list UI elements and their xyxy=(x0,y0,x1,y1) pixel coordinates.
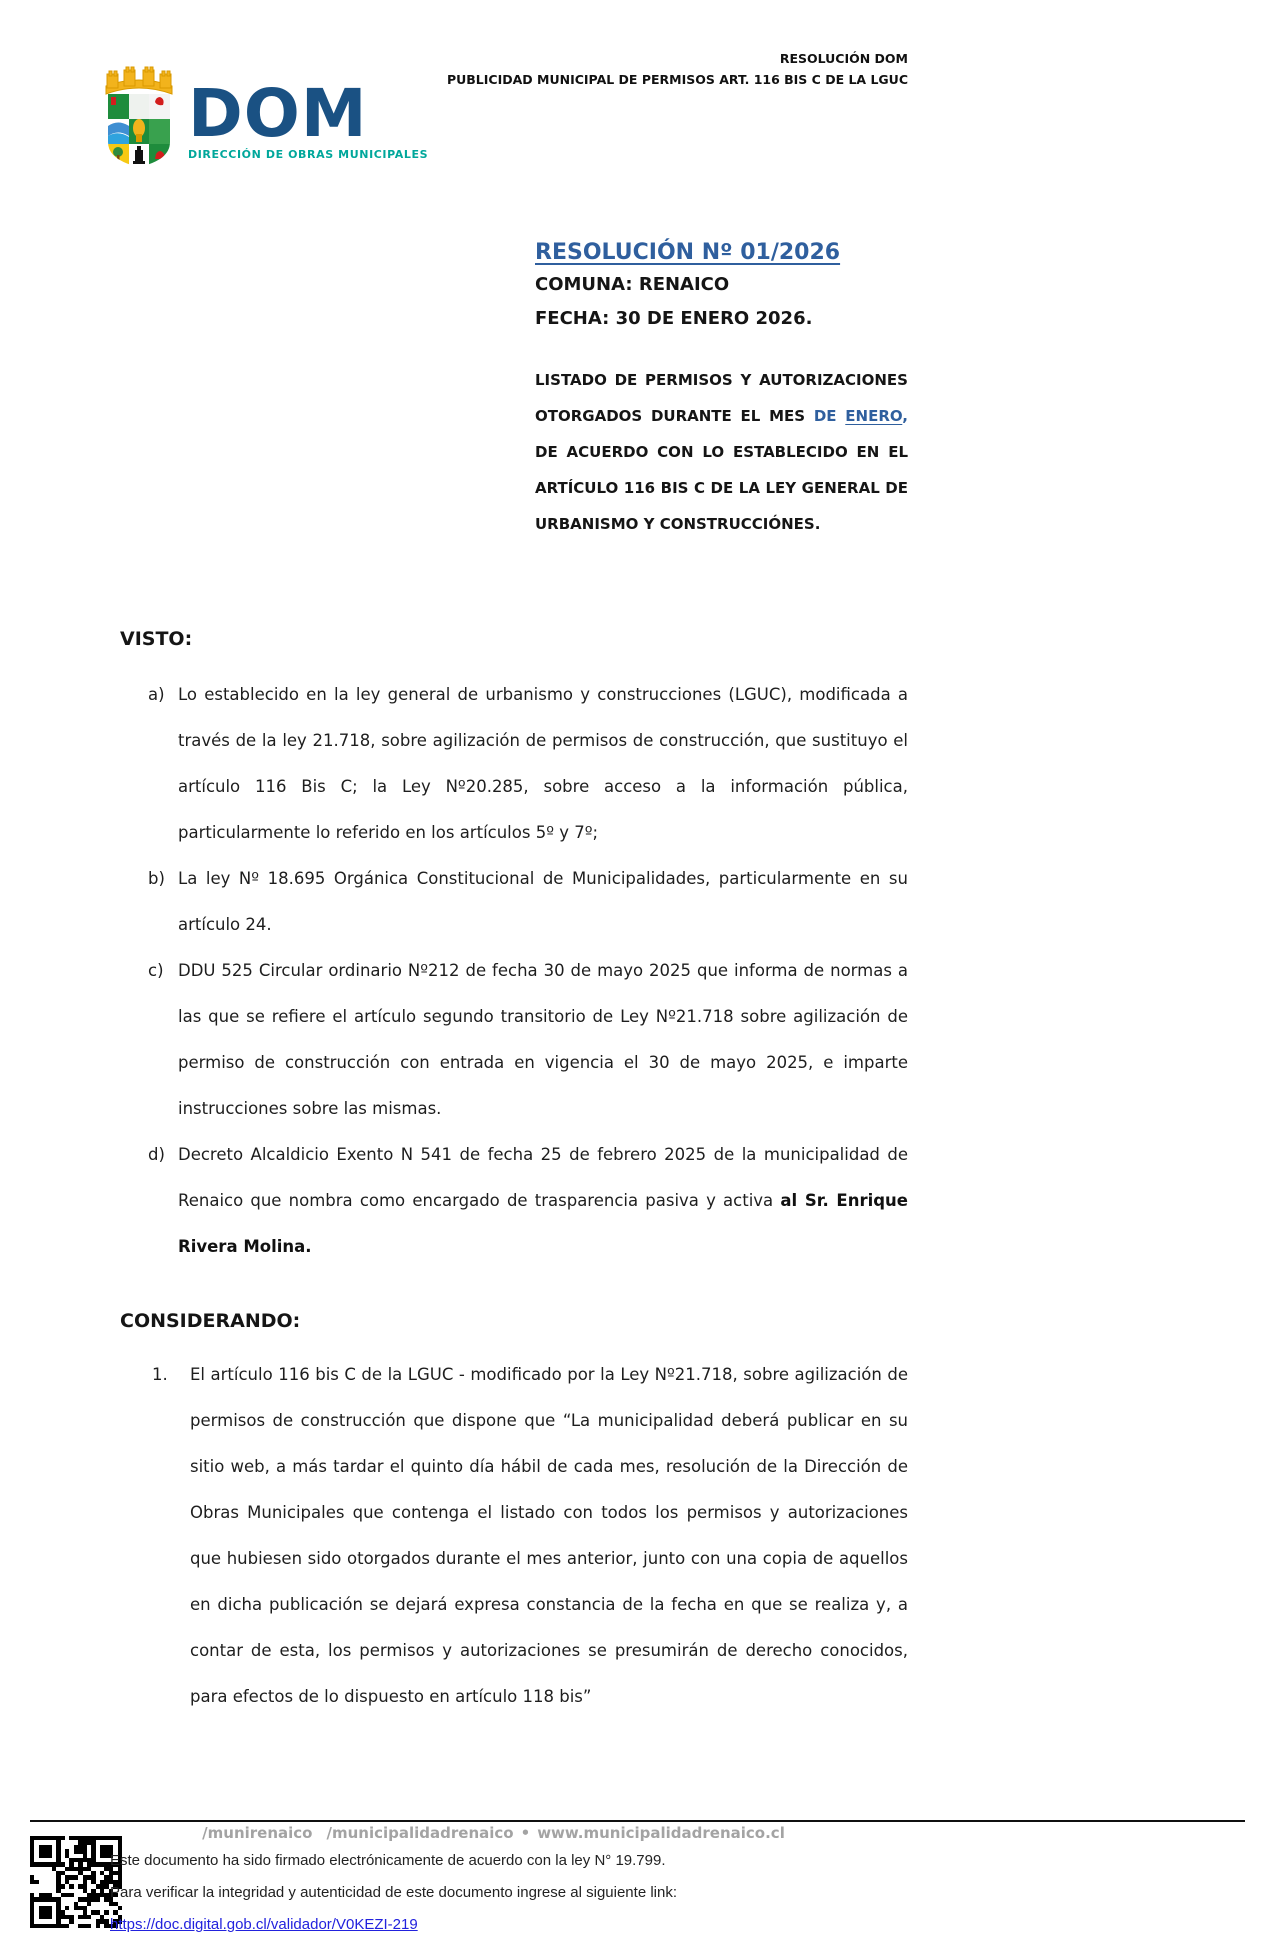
item-text: La ley Nº 18.695 Orgánica Constitucional de Municipalidades, particularmente en su artículo 24. xyxy=(178,869,908,934)
month-link-de: DE xyxy=(813,407,846,425)
renaico-coat-of-arms-icon xyxy=(98,66,180,168)
signature-line-2: Para verificar la integridad y autenticidad de este documento ingrese al siguiente link: xyxy=(110,1884,677,1901)
item-text-bold: al Sr. Enrique Rivera Molina. xyxy=(178,1191,908,1256)
document-body xyxy=(120,616,908,1720)
dom-wordmark xyxy=(188,66,428,161)
item-text: DDU 525 Circular ordinario Nº212 de fecha 30 de mayo 2025 que informa de normas a las que se refiere el artículo segundo transitorio de Ley Nº21.718 sobre agilización de permiso de construcción con entrada en vigencia el 30 de mayo 2025, e imparte instrucciones sobre las mismas. xyxy=(178,961,908,1118)
separator-dot: • xyxy=(520,1824,531,1842)
footer-divider xyxy=(30,1820,1245,1822)
qr-code xyxy=(30,1836,122,1928)
dom-acronym: DOM xyxy=(188,75,368,152)
footer-social-line xyxy=(202,1824,785,1842)
resolution-block xyxy=(535,238,908,542)
month-link-enero[interactable]: ENERO xyxy=(845,407,903,425)
dom-subtitle: DIRECCIÓN DE OBRAS MUNICIPALES xyxy=(188,148,429,161)
comuna-line: COMUNA: RENAICO xyxy=(535,274,730,295)
resolution-number-link[interactable]: RESOLUCIÓN Nº 01/2026 xyxy=(535,240,841,265)
header-line-1: RESOLUCIÓN DOM xyxy=(779,51,908,66)
considerando-item-1 xyxy=(120,1352,908,1720)
visto-heading: VISTO: xyxy=(120,628,193,650)
summary-text-post: DE ACUERDO CON LO ESTABLECIDO EN EL ARTÍCULO 116 BIS C DE LA LEY GENERAL DE URBANISMO Y CONSTRUCCIÓNES. xyxy=(535,443,908,533)
item-text: El artículo 116 bis C de la LGUC - modificado por la Ley Nº21.718, sobre agilización de permisos de construcción que dispone que “La municipalidad deberá publicar en su sitio web, a más tardar el quinto día hábil de cada mes, resolución de la Dirección de Obras Municipales que contenga el listado con todos los permisos y autorizaciones que hubiesen sido otorgados durante el mes anterior, junto con una copia de aquellos en dicha publicación se dejará expresa constancia de la fecha en que se realiza y, a contar de esta, los permisos y autorizaciones se presumirán de derecho conocidos, para efectos de lo dispuesto en artículo 118 bis” xyxy=(190,1365,908,1706)
visto-item-b xyxy=(120,856,908,948)
validator-link[interactable]: https://doc.digital.gob.cl/validador/V0KEZI-219 xyxy=(110,1916,418,1933)
resolution-summary-paragraph xyxy=(535,362,908,542)
item-text: Decreto Alcaldicio Exento N 541 de fecha 25 de febrero 2025 de la municipalidad de Renaico que nombra como encargado de trasparencia pasiva y activa xyxy=(178,1145,908,1210)
month-link-comma: , xyxy=(902,407,908,425)
visto-item-c xyxy=(120,948,908,1132)
signature-line-1: Este documento ha sido firmado electrónicamente de acuerdo con la ley N° 19.799. xyxy=(110,1852,666,1869)
fecha-line: FECHA: 30 DE ENERO 2026. xyxy=(535,308,813,329)
item-marker: c) xyxy=(148,961,164,980)
item-marker: a) xyxy=(148,685,165,704)
visto-list xyxy=(120,672,908,1270)
instagram-handle: /munirenaico xyxy=(202,1824,313,1842)
visto-item-a xyxy=(120,672,908,856)
signature-block xyxy=(110,1845,810,1941)
considerando-heading: CONSIDERANDO: xyxy=(120,1310,301,1332)
item-marker: 1. xyxy=(152,1365,168,1384)
facebook-handle: /municipalidadrenaico xyxy=(326,1824,514,1842)
visto-item-d xyxy=(120,1132,908,1270)
item-text: Lo establecido en la ley general de urbanismo y construcciones (LGUC), modificada a través de la ley 21.718, sobre agilización de permisos de construcción, que sustituyo el artículo 116 Bis C; la Ley Nº20.285, sobre acceso a la información pública, particularmente lo referido en los artículos 5º y 7º; xyxy=(178,685,908,842)
item-marker: b) xyxy=(148,869,165,888)
header-line-2: PUBLICIDAD MUNICIPAL DE PERMISOS ART. 116 BIS C DE LA LGUC xyxy=(446,72,908,87)
dom-logo xyxy=(98,66,428,168)
summary-text-pre: LISTADO DE PERMISOS Y AUTORIZACIONES OTORGADOS DURANTE EL MES xyxy=(535,371,908,425)
website-url: www.municipalidadrenaico.cl xyxy=(537,1824,785,1842)
item-marker: d) xyxy=(148,1145,165,1164)
